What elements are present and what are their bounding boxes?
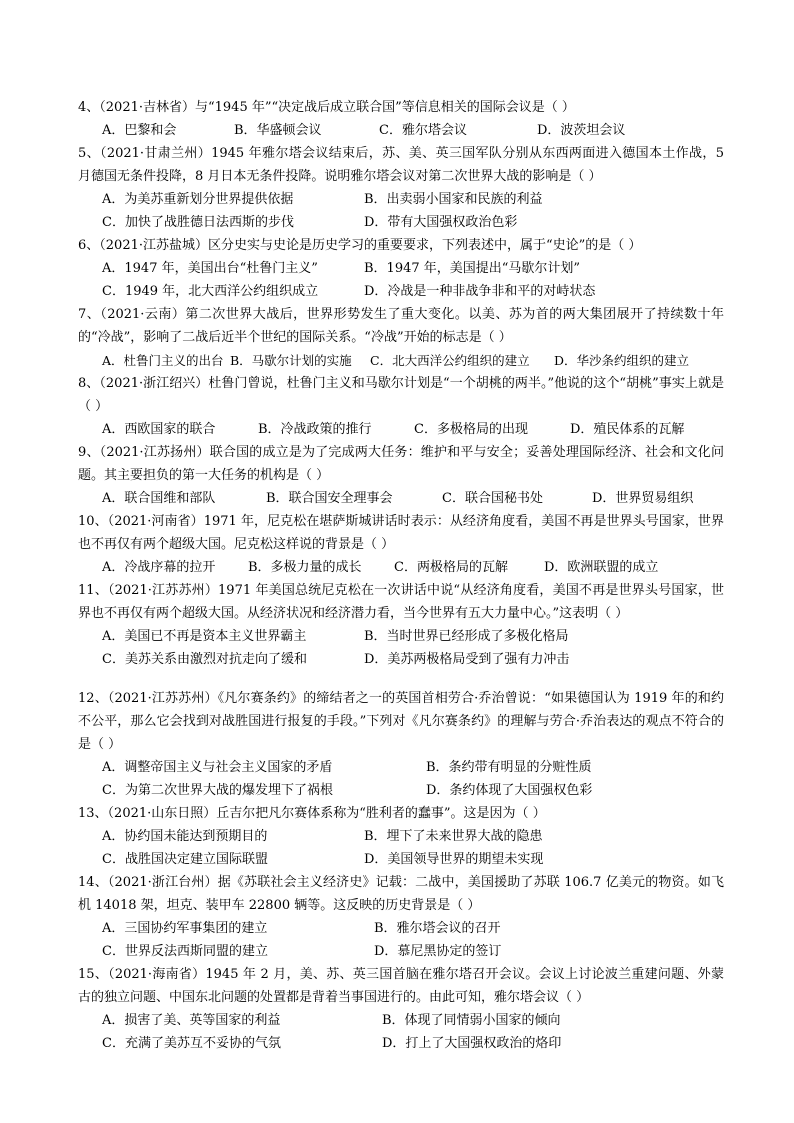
option-b: B．联合国安全理事会 [266, 491, 393, 506]
option-a: A．协约国未能达到预期目的 [102, 829, 268, 844]
option-a: A．巴黎和会 [102, 123, 177, 138]
option-d: D．波茨坦会议 [537, 123, 626, 138]
question-stem: （2021·江苏苏州）1971 年美国总统尼克松在一次讲话中说“从经济角度看，美国不再是世界头号国家，世界也不再仅有两个超级大国。从经济状况和经济潜力看，当今世界有五大力量中心。”这表明（ ） [78, 583, 724, 621]
question-number: 4、 [78, 100, 100, 115]
question-stem: （2021·河南省）1971 年，尼克松在堪萨斯城讲话时表示：从经济角度看，美国不再是世界头号国家，世界也不再仅有两个超级大国。尼克松这样说的背景是（ ） [78, 514, 724, 552]
option-d: D．慕尼黑协定的签订 [374, 944, 502, 959]
options-row [78, 556, 724, 579]
options-row [78, 625, 724, 648]
options-row [78, 648, 724, 671]
option-c: C．两极格局的瓦解 [394, 560, 508, 575]
option-c: C．多极格局的出现 [414, 422, 528, 437]
question-number: 6、 [78, 238, 100, 253]
options-row [78, 848, 724, 871]
question-stem: （2021·吉林省）与“1945 年”“决定战后成立联合国”等信息相关的国际会议是（ ） [99, 100, 575, 115]
question-stem: （2021·浙江绍兴）杜鲁门曾说，杜鲁门主义和马歇尔计划是“一个胡桃的两半。”他说的这个“胡桃”事实上就是（ ） [78, 376, 724, 414]
option-d: D．冷战是一种非战争非和平的对峙状态 [364, 284, 596, 299]
question-number: 8、 [78, 376, 100, 391]
option-d: D．殖民体系的瓦解 [570, 422, 685, 437]
options-row [78, 188, 724, 211]
options-row [78, 825, 724, 848]
question-stem: （2021·浙江台州）据《苏联社会主义经济史》记载：二战中，美国援助了苏联 106.7 亿美元的物资。如飞机 14018 架，坦克、装甲车 22800 辆等。这反映的历史背景是（ ） [78, 875, 725, 913]
question-stem: （2021·甘肃兰州）1945 年雅尔塔会议结束后，苏、美、英三国军队分别从东西两面进入德国本土作战，5 月德国无条件投降，8 月日本无条件投降。说明雅尔塔会议对第二次世界大战的影响是（ ） [78, 146, 724, 184]
option-c: C．1949 年，北大西洋公约组织成立 [102, 284, 319, 299]
option-c: C．战胜国决定建立国际联盟 [102, 852, 268, 867]
options-row [78, 1032, 724, 1055]
question-11 [78, 579, 724, 671]
question-stem: （2021·江苏扬州）联合国的成立是为了完成两大任务：维护和平与安全；妥善处理国际经济、社会和文化问题。其主要担负的第一大任务的机构是（ ） [78, 445, 724, 483]
option-c: C．雅尔塔会议 [379, 123, 467, 138]
question-number: 13、 [78, 806, 108, 821]
option-c: C．充满了美苏互不妥协的气氛 [102, 1036, 281, 1051]
option-c: C．美苏关系由激烈对抗走向了缓和 [102, 652, 307, 667]
option-b: B．马歇尔计划的实施 [230, 353, 352, 368]
options-row [78, 349, 724, 372]
option-b: B．1947 年，美国提出“马歇尔计划” [364, 261, 581, 276]
question-stem: （2021·云南）第二次世界大战后，世界形势发生了重大变化。以美、苏为首的两大集团展开了持续数十年的“冷战”，影响了二战后近半个世纪的国际关系。“冷战”开始的标志是（ ） [78, 307, 724, 345]
options-row [78, 119, 724, 142]
option-a: A．西欧国家的联合 [102, 422, 216, 437]
option-c: C．加快了战胜德日法西斯的步伐 [102, 215, 294, 230]
option-b: B．雅尔塔会议的召开 [374, 921, 501, 936]
option-b: B．多极力量的成长 [248, 560, 362, 575]
option-d: D．打上了大国强权政治的烙印 [382, 1036, 562, 1051]
options-row [78, 418, 724, 441]
options-row [78, 756, 724, 779]
question-10 [78, 510, 724, 579]
option-d: D．欧洲联盟的成立 [544, 560, 659, 575]
options-row [78, 779, 724, 802]
question-number: 10、 [78, 514, 108, 529]
option-a: A．杜鲁门主义的出台 [102, 353, 224, 368]
option-b: B．埋下了未来世界大战的隐患 [364, 829, 543, 844]
option-a: A．冷战序幕的拉开 [102, 560, 216, 575]
option-a: A．为美苏重新划分世界提供依据 [102, 192, 294, 207]
question-stem: （2021·山东日照）丘吉尔把凡尔赛体系称为“胜利者的蠢事”。这是因为（ ） [107, 806, 546, 821]
option-b: B．冷战政策的推行 [258, 422, 372, 437]
option-c: C．北大西洋公约组织的建立 [370, 353, 530, 368]
question-number: 15、 [78, 967, 109, 982]
question-8 [78, 372, 724, 441]
options-row [78, 211, 724, 234]
options-row [78, 1009, 724, 1032]
question-number: 7、 [78, 307, 101, 322]
question-number: 12、 [78, 691, 108, 706]
option-a: A．1947 年，美国出台“杜鲁门主义” [102, 261, 318, 276]
question-number: 9、 [78, 445, 100, 460]
question-stem: （2021·江苏盐城）区分史实与史论是历史学习的重要要求，下列表述中，属于“史论”的是（ ） [99, 238, 642, 253]
option-a: A．美国已不再是资本主义世界霸主 [102, 629, 307, 644]
option-c: C．联合国秘书处 [442, 491, 543, 506]
question-15 [78, 963, 724, 1055]
options-row [78, 280, 724, 303]
question-12 [78, 687, 724, 802]
option-d: D．美苏两极格局受到了强有力冲击 [364, 652, 570, 667]
options-row [78, 917, 724, 940]
options-row [78, 257, 724, 280]
option-d: D．带有大国强权政治色彩 [364, 215, 518, 230]
question-9 [78, 441, 724, 510]
question-stem: （2021·江苏苏州）《凡尔赛条约》的缔结者之一的英国首相劳合·乔治曾说：“如果德国认为 1919 年的和约不公平，那么它会找到对战胜国进行报复的手段。”下列对《凡尔赛条约》的理解与劳合·乔治表达的观点不符合的是（ ） [78, 691, 724, 752]
question-13 [78, 802, 724, 871]
question-14 [78, 871, 724, 963]
option-d: D．条约体现了大国强权色彩 [426, 783, 593, 798]
question-number: 11、 [78, 583, 108, 598]
option-c: C．世界反法西斯同盟的建立 [102, 944, 268, 959]
option-c: C．为第二次世界大战的爆发埋下了祸根 [102, 783, 333, 798]
option-a: A．联合国维和部队 [102, 491, 216, 506]
question-4 [78, 96, 724, 142]
option-d: D．华沙条约组织的建立 [554, 353, 690, 368]
question-6 [78, 234, 724, 303]
option-b: B．出卖弱小国家和民族的利益 [364, 192, 543, 207]
option-b: B．条约带有明显的分赃性质 [426, 760, 592, 775]
option-b: B．当时世界已经形成了多极化格局 [364, 629, 569, 644]
option-a: A．调整帝国主义与社会主义国家的矛盾 [102, 760, 333, 775]
question-stem: （2021·海南省）1945 年 2 月，美、苏、英三国首脑在雅尔塔召开会议。会议上讨论波兰重建问题、外蒙古的独立问题、中国东北问题的处置都是背着当事国进行的。由此可知，雅尔塔会议（ ） [78, 967, 724, 1005]
option-d: D．世界贸易组织 [592, 491, 694, 506]
question-number: 5、 [78, 146, 100, 161]
options-row [78, 940, 724, 963]
option-a: A．三国协约军事集团的建立 [102, 921, 268, 936]
option-b: B．华盛顿会议 [234, 123, 322, 138]
option-a: A．损害了美、英等国家的利益 [102, 1013, 281, 1028]
options-row [78, 487, 724, 510]
question-number: 14、 [78, 875, 108, 890]
option-b: B．体现了同情弱小国家的倾向 [382, 1013, 561, 1028]
option-d: D．美国领导世界的期望未实现 [364, 852, 544, 867]
question-7 [78, 303, 724, 372]
question-5 [78, 142, 724, 234]
